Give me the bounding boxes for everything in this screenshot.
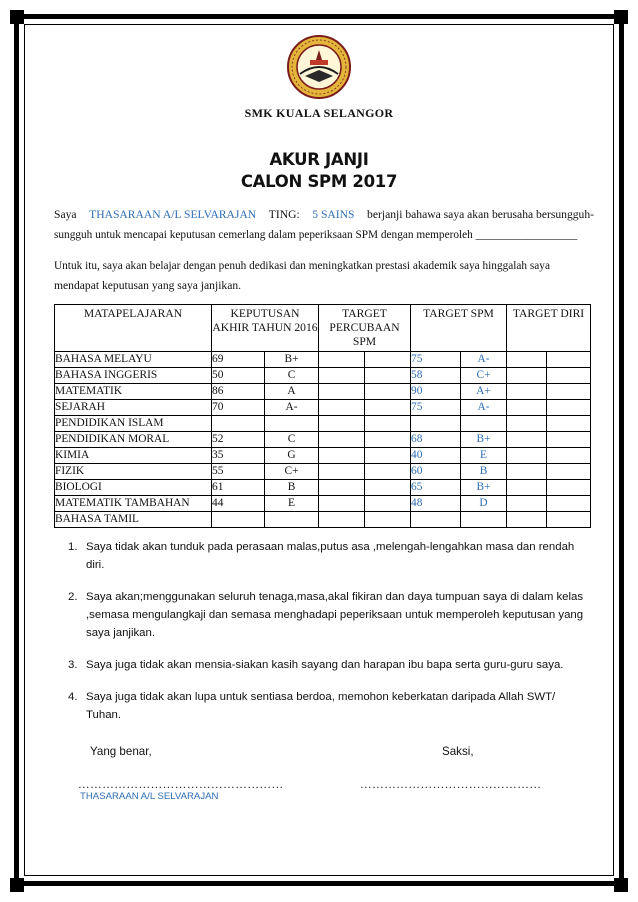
percubaan-grade-cell: [365, 480, 411, 496]
keputusan-grade-cell: C: [265, 432, 319, 448]
pledge-number: 3.: [68, 659, 78, 671]
target-diri-grade-cell: [547, 416, 591, 432]
percubaan-mark-cell: [319, 368, 365, 384]
intro-saya: Saya: [54, 208, 77, 221]
keputusan-grade-cell: B: [265, 480, 319, 496]
target-spm-mark-cell: 58: [411, 368, 461, 384]
target-diri-mark-cell: [507, 352, 547, 368]
document-subtitle: CALON SPM 2017: [240, 172, 398, 191]
subject-cell: PENDIDIKAN ISLAM: [55, 416, 212, 432]
table-row: [55, 432, 591, 448]
pledge-number: 4.: [68, 691, 78, 703]
target-spm-mark-cell: 68: [411, 432, 461, 448]
percubaan-grade-cell: [365, 432, 411, 448]
keputusan-grade-cell: [265, 512, 319, 528]
pledge-item: [54, 656, 592, 674]
target-spm-grade-cell: A-: [461, 352, 507, 368]
table-row: [55, 416, 591, 432]
target-diri-grade-cell: [547, 384, 591, 400]
percubaan-grade-cell: [365, 352, 411, 368]
keputusan-mark-cell: [212, 416, 265, 432]
percubaan-grade-cell: [365, 384, 411, 400]
header-target-diri: TARGET DIRI: [507, 305, 591, 352]
percubaan-mark-cell: [319, 464, 365, 480]
target-diri-grade-cell: [547, 464, 591, 480]
target-spm-mark-cell: 90: [411, 384, 461, 400]
border-corner-bottom-left: [10, 878, 24, 892]
pledge-number: 2.: [68, 591, 78, 603]
pledge-text: saya janjikan.: [86, 627, 156, 639]
target-spm-grade-cell: B+: [461, 480, 507, 496]
intro2-line2: mendapat keputusan yang saya janjikan.: [54, 279, 242, 292]
grades-table: [54, 304, 591, 528]
subject-cell: SEJARAH: [55, 400, 212, 416]
header-subject: MATAPELAJARAN: [55, 305, 212, 352]
percubaan-mark-cell: [319, 512, 365, 528]
student-name: THASARAAN A/L SELVARAJAN: [89, 208, 257, 221]
pledge-text: Saya tidak akan tunduk pada perasaan malas,putus asa ,melengah-lengahkan masa dan rendah: [86, 541, 575, 553]
target-spm-grade-cell: A+: [461, 384, 507, 400]
pledge-item: [54, 588, 592, 642]
keputusan-mark-cell: 69: [212, 352, 265, 368]
target-spm-mark-cell: 75: [411, 352, 461, 368]
header-target-percubaan: TARGET PERCUBAAN SPM: [319, 305, 411, 352]
percubaan-grade-cell: [365, 496, 411, 512]
percubaan-mark-cell: [319, 448, 365, 464]
percubaan-mark-cell: [319, 432, 365, 448]
pledge-list: [54, 538, 592, 738]
percubaan-grade-cell: [365, 368, 411, 384]
percubaan-mark-cell: [319, 496, 365, 512]
intro-line2: sungguh untuk mencapai keputusan cemerlang dalam peperiksaan SPM dengan memperoleh __________________: [54, 229, 578, 241]
subject-cell: BIOLOGI: [55, 480, 212, 496]
keputusan-grade-cell: B+: [265, 352, 319, 368]
pledge-item: [54, 538, 592, 574]
table-row: [55, 496, 591, 512]
percubaan-mark-cell: [319, 384, 365, 400]
keputusan-mark-cell: 50: [212, 368, 265, 384]
target-diri-mark-cell: [507, 400, 547, 416]
target-spm-mark-cell: 75: [411, 400, 461, 416]
target-spm-mark-cell: 48: [411, 496, 461, 512]
percubaan-mark-cell: [319, 416, 365, 432]
target-spm-mark-cell: 65: [411, 480, 461, 496]
target-spm-mark-cell: [411, 512, 461, 528]
pledge-number: 1.: [68, 541, 78, 553]
table-row: [55, 464, 591, 480]
target-diri-grade-cell: [547, 368, 591, 384]
table-row: [55, 384, 591, 400]
target-diri-grade-cell: [547, 400, 591, 416]
target-diri-mark-cell: [507, 464, 547, 480]
pledge-text: Saya juga tidak akan lupa untuk sentiasa berdoa, memohon keberkatan daripada Allah SWT/: [86, 691, 556, 703]
keputusan-grade-cell: A-: [265, 400, 319, 416]
header-target-spm: TARGET SPM: [411, 305, 507, 352]
target-diri-mark-cell: [507, 416, 547, 432]
subject-cell: BAHASA MELAYU: [55, 352, 212, 368]
target-diri-grade-cell: [547, 480, 591, 496]
signature-label-left: Yang benar,: [90, 745, 152, 758]
border-corner-bottom-right: [614, 878, 628, 892]
signature-line-right: ………………………………………: [360, 778, 542, 791]
keputusan-mark-cell: 52: [212, 432, 265, 448]
intro-rest: berjanji bahawa saya akan berusaha bersungguh-: [367, 208, 594, 221]
border-corner-top-left: [10, 10, 24, 24]
percubaan-grade-cell: [365, 448, 411, 464]
signature-line-left: ……………………………………………: [78, 778, 284, 791]
keputusan-grade-cell: [265, 416, 319, 432]
pledge-text: Saya juga tidak akan mensia-siakan kasih sayang dan harapan ibu bapa serta guru-guru saya.: [86, 659, 564, 671]
target-spm-grade-cell: B: [461, 464, 507, 480]
school-name: SMK KUALA SELANGOR: [244, 106, 394, 120]
signature-label-right: Saksi,: [442, 745, 474, 758]
percubaan-mark-cell: [319, 480, 365, 496]
table-row: [55, 480, 591, 496]
keputusan-mark-cell: 44: [212, 496, 265, 512]
border-corner-top-right: [614, 10, 628, 24]
target-spm-grade-cell: D: [461, 496, 507, 512]
subject-cell: BAHASA INGGERIS: [55, 368, 212, 384]
pledge-text: Saya akan;menggunakan seluruh tenaga,masa,akal fikiran dan daya tumpuan saya di dalam kelas: [86, 591, 584, 603]
target-diri-grade-cell: [547, 448, 591, 464]
keputusan-grade-cell: C+: [265, 464, 319, 480]
table-row: [55, 400, 591, 416]
keputusan-mark-cell: 86: [212, 384, 265, 400]
target-diri-grade-cell: [547, 512, 591, 528]
intro-ting-label: TING:: [268, 208, 300, 221]
table-header-row: [55, 305, 591, 352]
percubaan-grade-cell: [365, 400, 411, 416]
keputusan-grade-cell: A: [265, 384, 319, 400]
target-diri-grade-cell: [547, 496, 591, 512]
percubaan-grade-cell: [365, 416, 411, 432]
keputusan-grade-cell: G: [265, 448, 319, 464]
subject-cell: MATEMATIK TAMBAHAN: [55, 496, 212, 512]
keputusan-mark-cell: 70: [212, 400, 265, 416]
header-keputusan: KEPUTUSAN AKHIR TAHUN 2016: [212, 305, 319, 352]
table-row: [55, 512, 591, 528]
target-spm-grade-cell: [461, 512, 507, 528]
target-diri-grade-cell: [547, 352, 591, 368]
signer-name: THASARAAN A/L SELVARAJAN: [80, 791, 219, 802]
subject-cell: FIZIK: [55, 464, 212, 480]
pledge-item: [54, 688, 592, 724]
subject-cell: KIMIA: [55, 448, 212, 464]
target-spm-grade-cell: [461, 416, 507, 432]
target-spm-grade-cell: C+: [461, 368, 507, 384]
target-diri-grade-cell: [547, 432, 591, 448]
target-diri-mark-cell: [507, 368, 547, 384]
form-class: 5 SAINS: [312, 208, 355, 221]
intro-paragraph: [54, 205, 594, 245]
subject-cell: PENDIDIKAN MORAL: [55, 432, 212, 448]
target-diri-mark-cell: [507, 448, 547, 464]
table-row: [55, 352, 591, 368]
subject-cell: BAHASA TAMIL: [55, 512, 212, 528]
target-spm-mark-cell: 60: [411, 464, 461, 480]
keputusan-mark-cell: 35: [212, 448, 265, 464]
keputusan-grade-cell: E: [265, 496, 319, 512]
table-row: [55, 368, 591, 384]
percubaan-mark-cell: [319, 352, 365, 368]
intro2-line1: Untuk itu, saya akan belajar dengan penuh dedikasi dan meningkatkan prestasi akademik saya hinggalah saya: [54, 260, 550, 272]
pledge-text: diri.: [86, 559, 105, 571]
target-spm-mark-cell: [411, 416, 461, 432]
document-title: AKUR JANJI: [269, 150, 369, 169]
keputusan-mark-cell: 55: [212, 464, 265, 480]
subject-cell: MATEMATIK: [55, 384, 212, 400]
target-diri-mark-cell: [507, 496, 547, 512]
percubaan-mark-cell: [319, 400, 365, 416]
target-spm-grade-cell: B+: [461, 432, 507, 448]
target-diri-mark-cell: [507, 480, 547, 496]
target-diri-mark-cell: [507, 384, 547, 400]
target-diri-mark-cell: [507, 432, 547, 448]
pledge-text: Tuhan.: [86, 709, 122, 721]
table-row: [55, 448, 591, 464]
school-logo: [286, 34, 352, 100]
percubaan-grade-cell: [365, 464, 411, 480]
target-diri-mark-cell: [507, 512, 547, 528]
keputusan-grade-cell: C: [265, 368, 319, 384]
pledge-text: ,semasa mengulangkaji dan semasa menghadapi peperiksaan untuk memperoleh keputusan yang: [86, 609, 584, 621]
target-spm-mark-cell: 40: [411, 448, 461, 464]
percubaan-grade-cell: [365, 512, 411, 528]
target-spm-grade-cell: E: [461, 448, 507, 464]
intro2-paragraph: [54, 256, 594, 296]
keputusan-mark-cell: 61: [212, 480, 265, 496]
target-spm-grade-cell: A-: [461, 400, 507, 416]
keputusan-mark-cell: [212, 512, 265, 528]
